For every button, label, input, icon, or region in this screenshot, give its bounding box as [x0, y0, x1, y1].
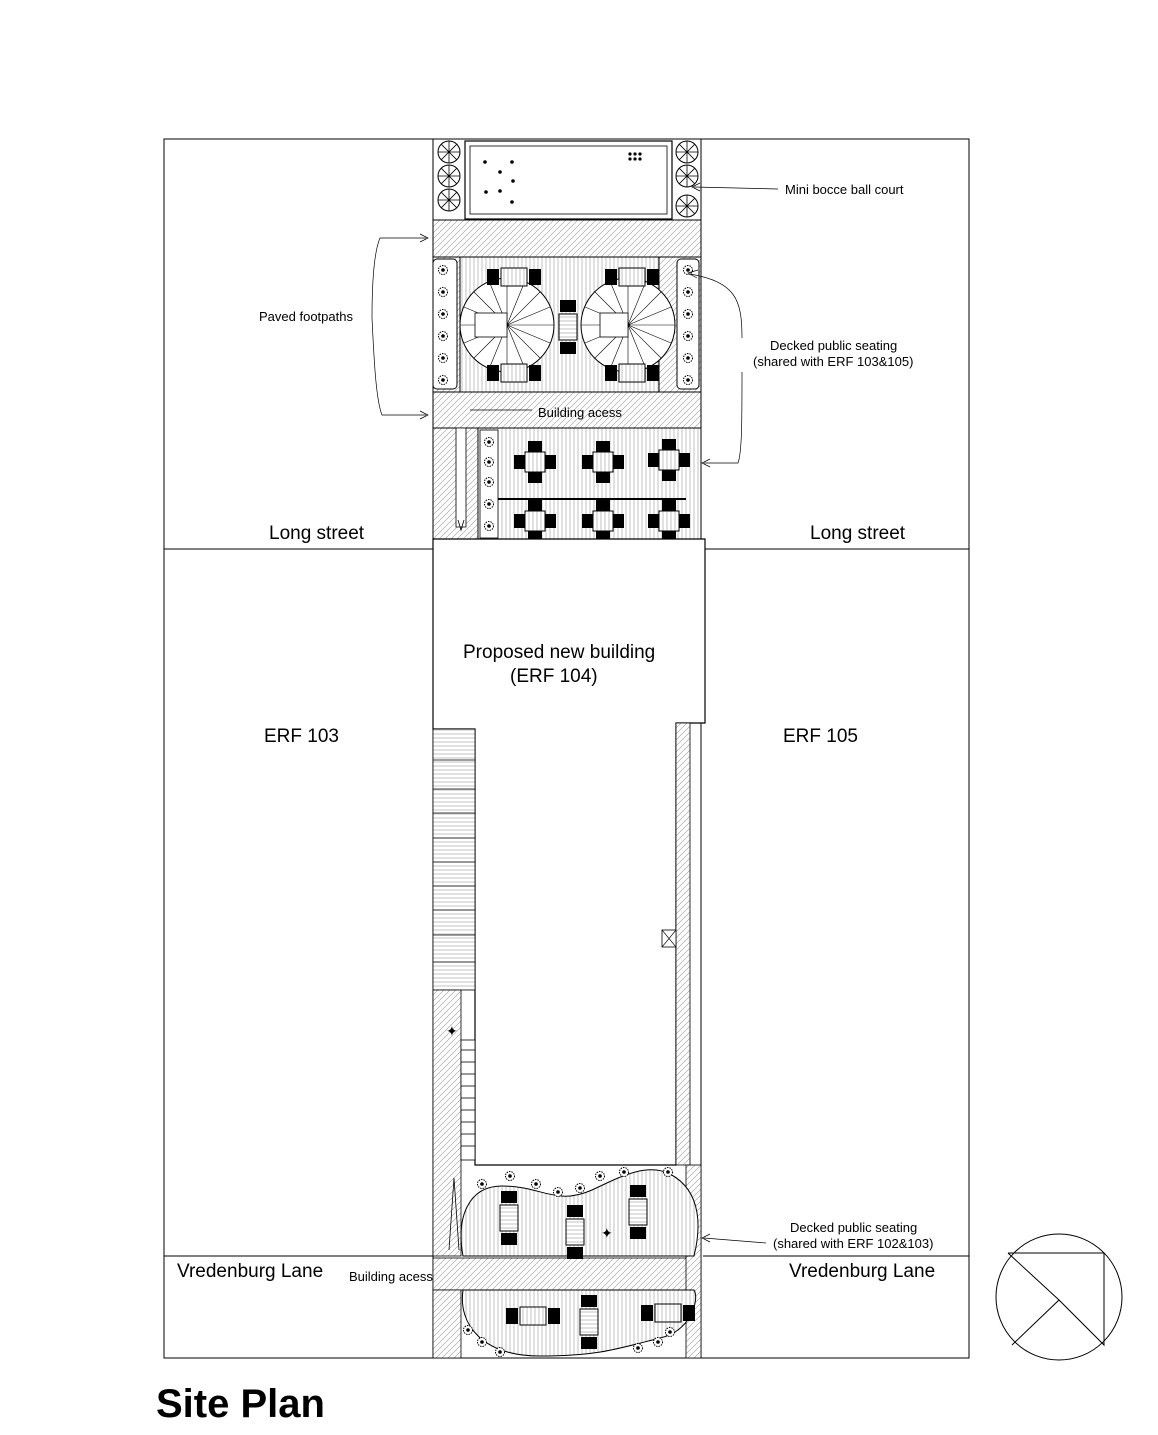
building-label-line1: Proposed new building	[463, 642, 656, 663]
bocce-label: Mini bocce ball court	[785, 182, 904, 197]
decked-bottom-label-line1: Decked public seating	[790, 1220, 918, 1235]
building-label-line2: (ERF 104)	[510, 666, 598, 687]
decked-bottom-label-line2: (shared with ERF 102&103)	[773, 1236, 934, 1251]
street-label-long-right: Long street	[810, 523, 906, 544]
sculpture-icon: ✦	[446, 1023, 458, 1039]
decked-seating-top	[433, 257, 699, 392]
page-title: Site Plan	[156, 1382, 325, 1426]
street-label-lane-left: Vredenburg Lane	[177, 1261, 324, 1282]
bocce-court	[465, 141, 672, 219]
north-arrow-icon	[996, 1234, 1122, 1360]
plot-label-left: ERF 103	[264, 726, 339, 747]
decked-top-label-line2: (shared with ERF 103&105)	[753, 354, 914, 369]
street-label-lane-right: Vredenburg Lane	[789, 1261, 936, 1282]
building-access-bottom-label: Building acess	[349, 1269, 433, 1284]
plot-label-right: ERF 105	[783, 726, 858, 747]
cafe-seating	[478, 428, 701, 542]
building-access-top-label: Building acess	[538, 405, 622, 420]
decked-top-label-line1: Decked public seating	[770, 338, 898, 353]
svg-text:✦: ✦	[601, 1225, 613, 1241]
street-label-long-left: Long street	[269, 523, 365, 544]
footpaths-label: Paved footpaths	[259, 309, 353, 324]
